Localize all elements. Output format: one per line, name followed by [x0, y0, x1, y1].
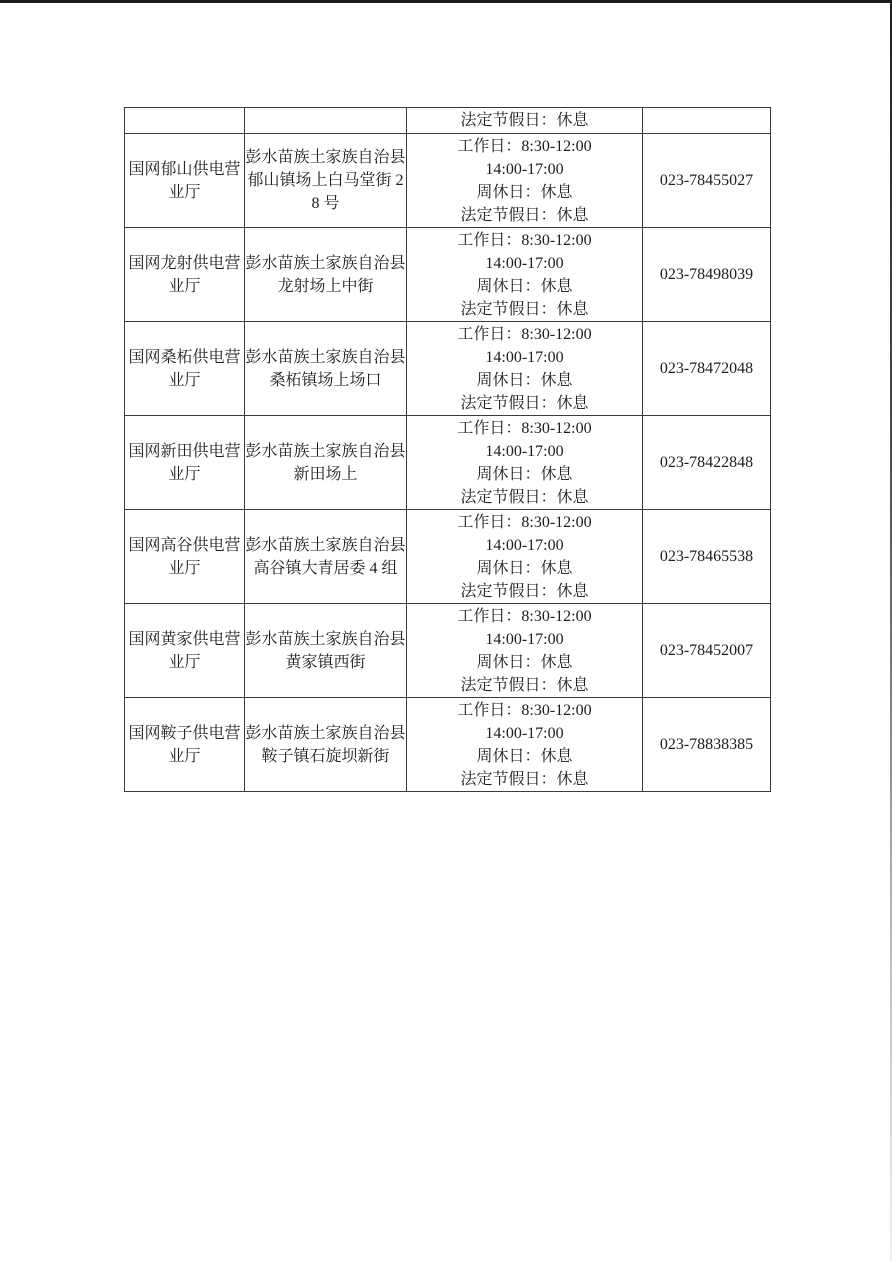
hours-line: 工作日：8:30-12:00: [457, 513, 592, 531]
hours-line: 14:00-17:00: [485, 536, 564, 554]
office-name: 国网鞍子供电营业厅: [125, 698, 245, 792]
hours-line: 法定节假日：休息: [460, 676, 589, 694]
office-hours: [407, 134, 643, 228]
office-hours: [407, 416, 643, 510]
table-row: [125, 228, 771, 322]
hours-line: 法定节假日：休息: [460, 394, 589, 412]
office-address: 彭水苗族土家族自治县桑柘镇场上场口: [245, 322, 407, 416]
table-row: [125, 604, 771, 698]
office-hours: [407, 510, 643, 604]
hours-line: 法定节假日：休息: [460, 770, 589, 788]
office-address: 彭水苗族土家族自治县黄家镇西街: [245, 604, 407, 698]
hours-line: 周休日：休息: [476, 371, 573, 389]
office-address: 彭水苗族土家族自治县鞍子镇石旋坝新街: [245, 698, 407, 792]
hours-line: 工作日：8:30-12:00: [457, 231, 592, 249]
office-name: 国网高谷供电营业厅: [125, 510, 245, 604]
office-phone: 023-78498039: [643, 228, 771, 322]
hours-line: 14:00-17:00: [485, 630, 564, 648]
offices-table-body: [125, 108, 771, 792]
hours-line: 周休日：休息: [476, 559, 573, 577]
hours-line: 周休日：休息: [476, 465, 573, 483]
hours-line: 法定节假日：休息: [460, 206, 589, 224]
office-hours: [407, 604, 643, 698]
hours-line: 工作日：8:30-12:00: [457, 325, 592, 343]
continuation-hours-cell: [407, 108, 643, 134]
hours-line: 工作日：8:30-12:00: [457, 137, 592, 155]
office-hours: [407, 322, 643, 416]
table-row: [125, 416, 771, 510]
office-name: 国网桑柘供电营业厅: [125, 322, 245, 416]
hours-line: 14:00-17:00: [485, 254, 564, 272]
hours-line: 14:00-17:00: [485, 442, 564, 460]
hours-line: 周休日：休息: [476, 747, 573, 765]
continuation-name-cell: [125, 108, 245, 134]
office-hours: [407, 228, 643, 322]
hours-line: 14:00-17:00: [485, 348, 564, 366]
hours-line: 法定节假日：休息: [460, 582, 589, 600]
scan-artifact-top-bar: [0, 0, 892, 3]
office-address: 彭水苗族土家族自治县郁山镇场上白马堂街 28 号: [245, 134, 407, 228]
hours-line: 周休日：休息: [476, 277, 573, 295]
hours-line: 14:00-17:00: [485, 724, 564, 742]
office-hours: [407, 698, 643, 792]
hours-line: 法定节假日：休息: [460, 112, 589, 129]
office-address: 彭水苗族土家族自治县高谷镇大青居委 4 组: [245, 510, 407, 604]
hours-line: 法定节假日：休息: [460, 488, 589, 506]
office-name: 国网郁山供电营业厅: [125, 134, 245, 228]
table-row: [125, 510, 771, 604]
office-phone: 023-78472048: [643, 322, 771, 416]
continuation-phone-cell: [643, 108, 771, 134]
office-name: 国网黄家供电营业厅: [125, 604, 245, 698]
hours-line: 工作日：8:30-12:00: [457, 701, 592, 719]
continuation-row: [125, 108, 771, 134]
office-phone: 023-78422848: [643, 416, 771, 510]
office-name: 国网龙射供电营业厅: [125, 228, 245, 322]
hours-line: 工作日：8:30-12:00: [457, 419, 592, 437]
office-phone: 023-78455027: [643, 134, 771, 228]
offices-table: [124, 107, 771, 792]
table-row: [125, 698, 771, 792]
office-address: 彭水苗族土家族自治县龙射场上中街: [245, 228, 407, 322]
office-phone: 023-78838385: [643, 698, 771, 792]
hours-line: 法定节假日：休息: [460, 300, 589, 318]
office-name: 国网新田供电营业厅: [125, 416, 245, 510]
hours-line: 周休日：休息: [476, 653, 573, 671]
office-phone: 023-78465538: [643, 510, 771, 604]
hours-line: 周休日：休息: [476, 183, 573, 201]
hours-line: 14:00-17:00: [485, 160, 564, 178]
table-row: [125, 322, 771, 416]
office-address: 彭水苗族土家族自治县新田场上: [245, 416, 407, 510]
table-row: [125, 134, 771, 228]
continuation-address-cell: [245, 108, 407, 134]
hours-line: 工作日：8:30-12:00: [457, 607, 592, 625]
office-phone: 023-78452007: [643, 604, 771, 698]
